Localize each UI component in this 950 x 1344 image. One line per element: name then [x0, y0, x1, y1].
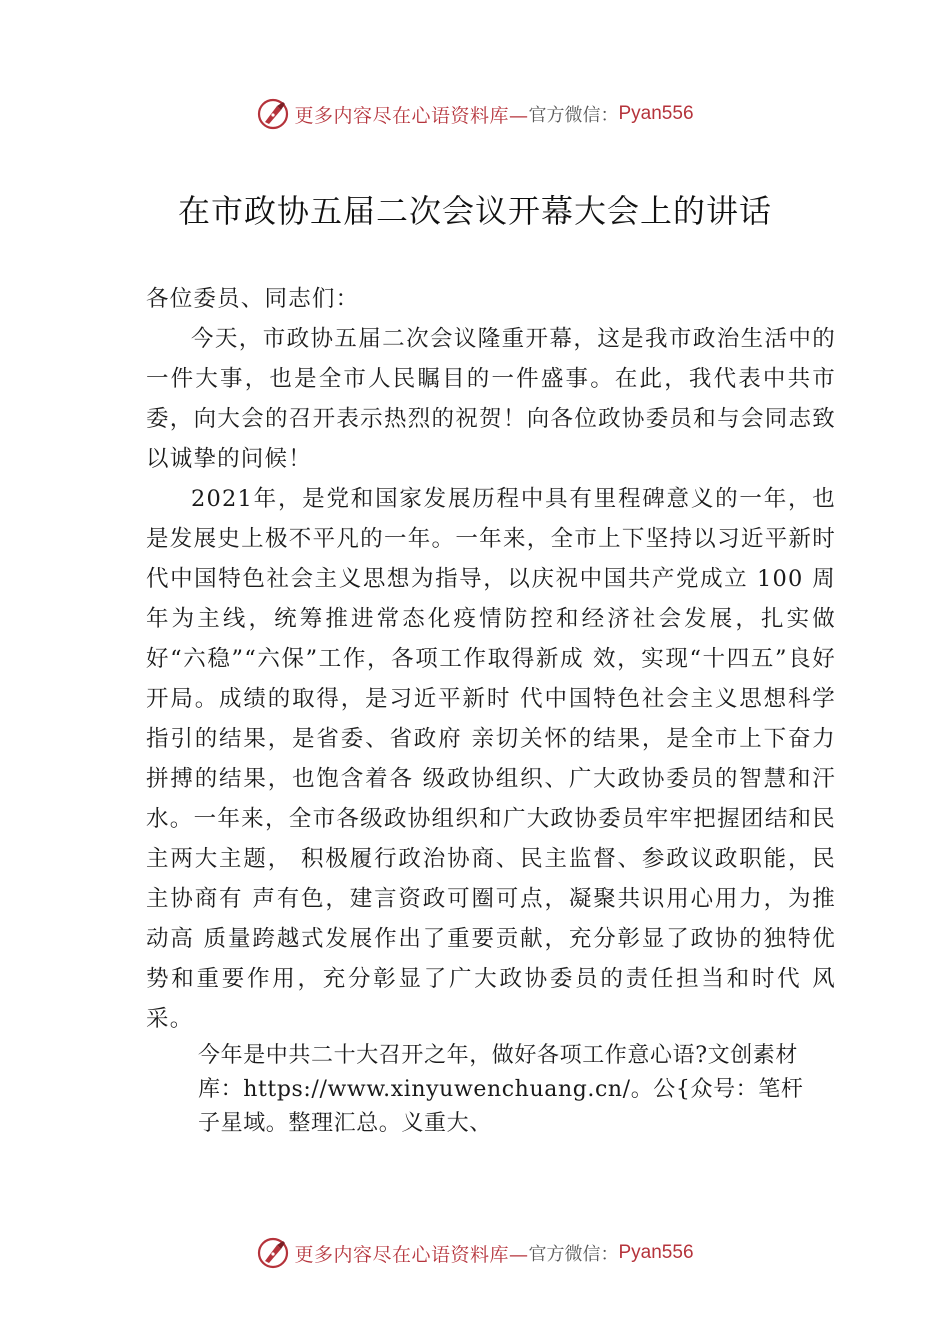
banner-wechat-label: 官方微信： [528, 105, 619, 126]
banner-wechat-id: Pyan556 [618, 103, 694, 124]
paragraph-tail: 今年是中共二十大召开之年，做好各项工作意心语?文创素材库：https://www.xinyuwenchuang.cn/。公{众号：笔杆子星域。整理汇总。义重大、 [198, 1043, 804, 1136]
banner-text: 更多内容尽在心语资料库— [294, 104, 529, 127]
document-body [146, 279, 836, 1141]
pen-nib-logo-icon [256, 1236, 290, 1270]
pen-nib-logo-icon [256, 97, 290, 131]
greeting: 各位委员、同志们： [146, 286, 360, 312]
banner-wechat-label: 官方微信： [528, 1244, 619, 1265]
paragraph-1: 今天，市政协五届二次会议隆重开幕，这是我市政治生活中的一件大事，也是全市人民瞩目的一件盛事。在此，我代表中共市委，向大会的召开表示热烈的祝贺！向各位政协委员和与会同志致以诚挚的问候！ [146, 326, 836, 472]
header-banner [0, 94, 950, 134]
paragraph-2: 2021年，是党和国家发展历程中具有里程碑意义的一年，也是发展史上极不平凡的一年。一年来，全市上下坚持以习近平新时代中国特色社会主义思想为指导，以庆祝中国共产党成立 100 周年为主线，统筹推进常态化疫情防控和经济社会发展，扎实做好“六稳”“六保”工作，各项工作取得新成 效，实现“十四五”良好开局。成绩的取得，是习近平新时 代中国特色社会主义思想科学指引的结果，是省委、省政府 亲切关怀的结果，是全市上下奋力拼搏的结果，也饱含着各 级政协组织、广大政协委员的智慧和汗水。一年来，全市各级政协组织和广大政协委员牢牢把握团结和民主两大主题， 积极履行政治协商、民主监督、参政议政职能，民主协商有 声有色，建言资政可圈可点，凝聚共识用心用力，为推动高 质量跨越式发展作出了重要贡献，充分彰显了政协的独特优 势和重要作用，充分彰显了广大政协委员的责任担当和时代 风采。 [146, 486, 836, 1032]
banner-wechat-id: Pyan556 [618, 1242, 694, 1263]
footer-banner [0, 1233, 950, 1273]
document-title: 在市政协五届二次会议开幕大会上的讲话 [177, 192, 772, 230]
banner-text: 更多内容尽在心语资料库— [294, 1243, 529, 1266]
